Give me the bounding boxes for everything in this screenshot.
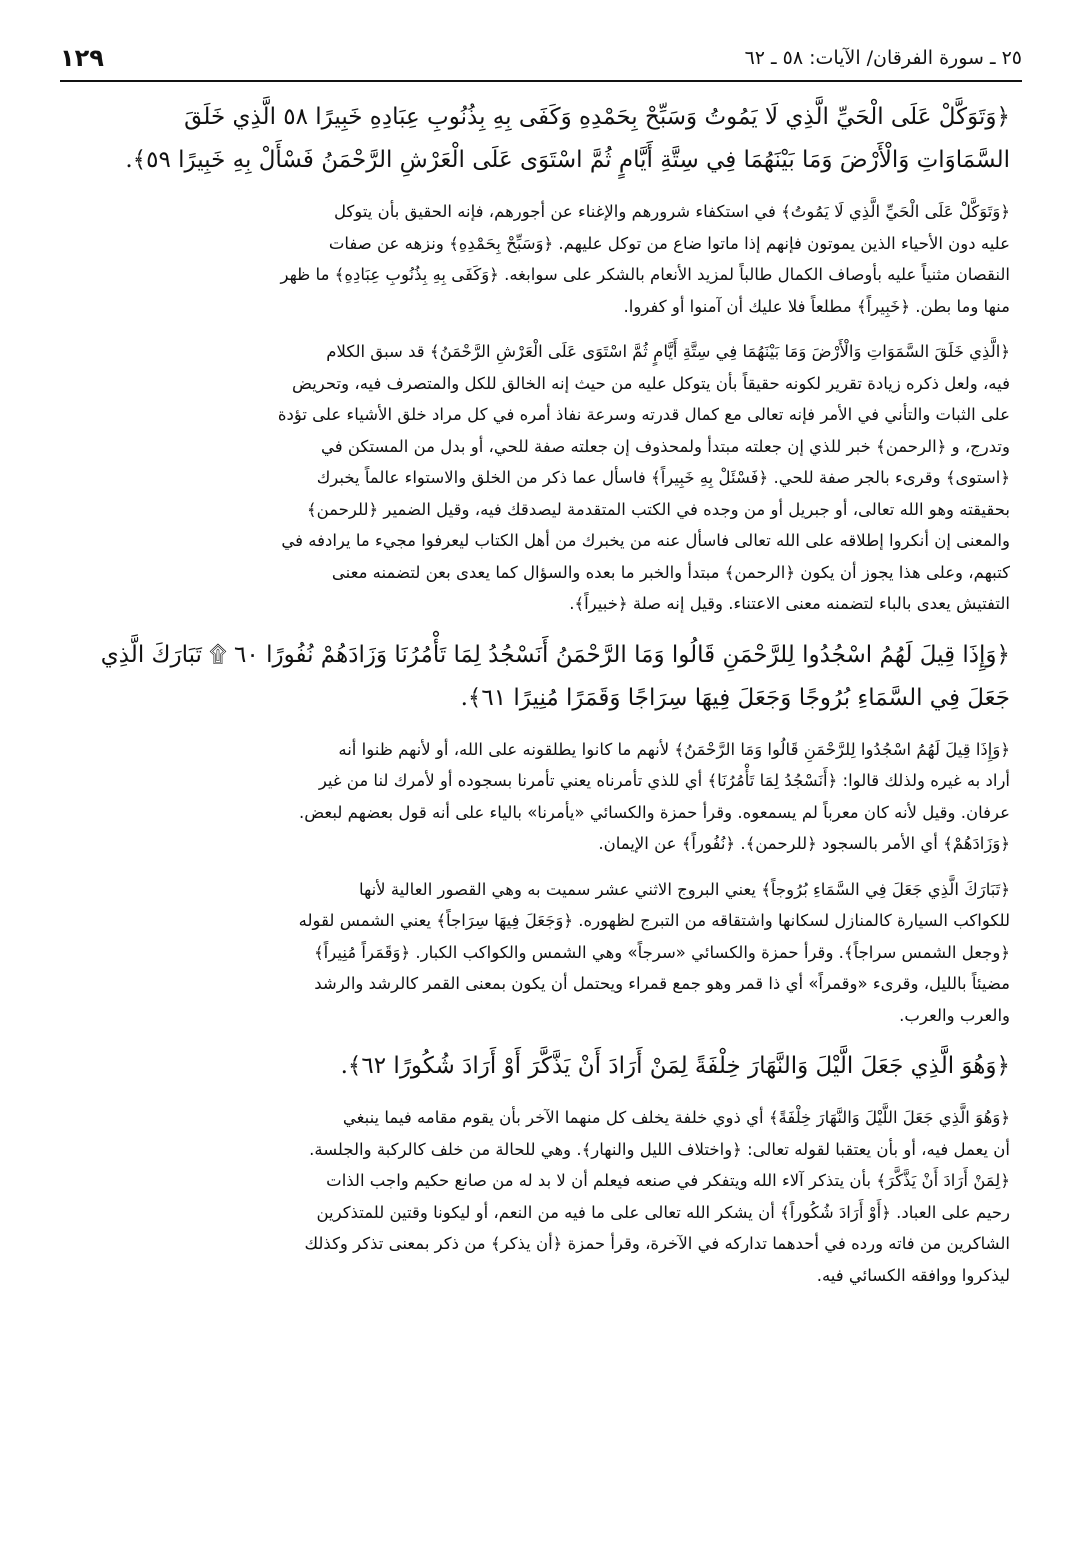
verse-line: ﴿وَإِذَا قِيلَ لَهُمُ اسْجُدُوا لِلرَّحْمَنِ قَالُوا وَمَا الرَّحْمَنُ أَنَسْجُدُ لِمَا تَأْمُرُنَا وَزَادَهُمْ نُفُورًا ٦٠ ۩ تَبَارَكَ الَّذِي bbox=[100, 641, 1010, 668]
verse-line: السَّمَاوَاتِ وَالْأَرْضَ وَمَا بَيْنَهُمَا فِي سِتَّةِ أَيَّامٍ ثُمَّ اسْتَوَى عَلَى الْعَرْشِ الرَّحْمَنُ فَسْأَلْ بِهِ خَبِيرًا ٥٩﴾. bbox=[125, 147, 1010, 173]
verse-line: جَعَلَ فِي السَّمَاءِ بُرُوجًا وَجَعَلَ فِيهَا سِرَاجًا وَقَمَرًا مُنِيرًا ٦١﴾. bbox=[460, 684, 1010, 711]
commentary-line: أن يعمل فيه، أو بأن يعتقبا لقوله تعالى: ﴿واختلاف الليل والنهار﴾. وهي للحالة من خلف كالركبة والجلسة. bbox=[309, 1139, 1010, 1159]
commentary-line: ﴿وَإِذَا قِيلَ لَهُمُ اسْجُدُوا لِلرَّحْمَنِ قَالُوا وَمَا الرَّحْمَنُ﴾ لأنهم ما كانوا يطلقونه على الله، أو لأنهم ظنوا أنه bbox=[338, 739, 1010, 759]
commentary-line: ﴿تَبَارَكَ الَّذِي جَعَلَ فِي السَّمَاءِ بُرُوجاً﴾ يعني البروج الاثني عشر سميت به وهي القصور العالية لأنها bbox=[358, 879, 1010, 899]
commentary-line: ﴿وَزَادَهُمْ﴾ أي الأمر بالسجود ﴿للرحمن﴾. ﴿نُفُوراً﴾ عن الإيمان. bbox=[598, 834, 1010, 853]
commentary-line: أراد به غيره ولذلك قالوا: ﴿أَنَسْجُدُ لِمَا تَأْمُرُنَا﴾ أي للذي تأمرناه يعني تأمرنا بسجوده أو لأمرك لنا من غير bbox=[318, 771, 1010, 790]
commentary-line: التفتيش يعدى بالباء لتضمنه معنى الاعتناء. وقيل إنه صلة ﴿خبيراً﴾. bbox=[569, 594, 1010, 613]
commentary-line: كتبهم، وعلى هذا يجوز أن يكون ﴿الرحمن﴾ مبتدأ والخبر ما بعده والسؤال كما يعدى بعن لتضمنه معنى bbox=[331, 562, 1010, 582]
header-divider bbox=[60, 80, 1022, 82]
commentary-line: ﴿وَهُوَ الَّذِي جَعَلَ اللَّيْلَ وَالنَّهَارَ خِلْفَةً﴾ أي ذوي خلفة يخلف كل منهما الآخر بأن يقوم مقامه فيما ينبغي bbox=[342, 1108, 1010, 1127]
commentary-line: والعرب والعرب. bbox=[899, 1005, 1010, 1025]
commentary-line: بحقيقته وهو الله تعالى، أو جبريل أو من وجده في الكتب المتقدمة ليصدقك فيه، وقيل الضمير ﴿للرحمن﴾ bbox=[306, 499, 1010, 519]
page-header bbox=[60, 38, 1022, 78]
commentary-line: مضيئاً بالليل، وقرىء «وقمراً» أي ذا قمر وهو جمع قمراء ويحتمل أن يكون بمعنى القمر كالرشد والرشد bbox=[314, 974, 1010, 993]
commentary-line: عرفان. وقيل لأنه كان معرباً لم يسمعوه. وقرأ حمزة والكسائي «يأمرنا» بالياء على أنه قول بعضهم لبعض. bbox=[298, 802, 1010, 822]
commentary-line: رحيم على العباد. ﴿أَوْ أَرَادَ شُكُوراً﴾ أن يشكر الله تعالى على ما فيه من النعم، أو ليكونا وقتين للمتذكرين bbox=[316, 1202, 1010, 1222]
page-body bbox=[72, 96, 1010, 1305]
commentary-line: ﴿استوى﴾ وقرىء بالجر صفة للحي. ﴿فَسْئَلْ بِهِ خَبِيراً﴾ فاسأل عما ذكر من الخلق والاستواء عالماً يخبرك bbox=[316, 468, 1010, 487]
commentary-line: فيه، ولعل ذكره زيادة تقرير لكونه حقيقاً بأن يتوكل عليه من حيث إنه الخالق للكل والمتصرف فيه، وتحريض bbox=[292, 373, 1010, 393]
verse-line: ﴿وَهُوَ الَّذِي جَعَلَ الَّيْلَ وَالنَّهَارَ خِلْفَةً لِمَنْ أَرَادَ أَنْ يَذَّكَّرَ أَوْ أَرَادَ شُكُورًا ٦٢﴾. bbox=[340, 1053, 1010, 1079]
commentary-line: الشاكرين من فاته ورده في أحدهما تداركه في الآخرة، وقرأ حمزة ﴿أن يذكر﴾ من ذكر بمعنى تذكر وكذلك bbox=[304, 1234, 1010, 1253]
commentary-paragraph bbox=[72, 196, 1010, 322]
verse-block bbox=[72, 634, 1010, 720]
commentary-line: ﴿وجعل الشمس سراجاً﴾. وقرأ حمزة والكسائي «سرجاً» وهي الشمس والكواكب الكبار. ﴿وَقَمَراً مُنِيراً﴾ bbox=[314, 942, 1010, 962]
running-title: ٢٥ ـ سورة الفرقان/ الآيات: ٥٨ ـ ٦٢ bbox=[744, 47, 1022, 69]
commentary-line: وتدرج، و ﴿الرحمن﴾ خبر للذي إن جعلته مبتدأ ولمحذوف إن جعلته صفة للحي، أو بدل من المستكن في bbox=[320, 436, 1010, 456]
commentary-paragraph bbox=[72, 874, 1010, 1032]
commentary-line: ليذكروا ووافقه الكسائي فيه. bbox=[816, 1265, 1010, 1285]
verse-line: ﴿وَتَوَكَّلْ عَلَى الْحَيِّ الَّذِي لَا يَمُوتُ وَسَبِّحْ بِحَمْدِهِ وَكَفَى بِهِ بِذُنُوبِ عِبَادِهِ خَبِيرًا ٥٨ الَّذِي خَلَقَ bbox=[184, 104, 1010, 130]
commentary-line: النقصان مثنياً عليه بأوصاف الكمال طالباً لمزيد الأنعام بالشكر على سوابغه. ﴿وَكَفَى بِهِ بِذُنُوبِ عِبَادِهِ﴾ ما ظهر bbox=[280, 265, 1010, 284]
commentary-line: ﴿لِمَنْ أَرَادَ أَنْ يَذَّكَّرَ﴾ بأن يتذكر آلاء الله ويتفكر في صنعه فيعلم أن لا بد له من صانع حكيم واجب الذات bbox=[326, 1171, 1010, 1190]
commentary-paragraph bbox=[72, 336, 1010, 620]
page-number: ١٢٩ bbox=[60, 44, 104, 72]
commentary-line: ﴿الَّذِي خَلَقَ السَّمَوَاتِ وَالْأَرْضَ وَمَا بَيْنَهُمَا فِي سِتَّةِ أَيَّامٍ ثُمَّ اسْتَوَى عَلَى الْعَرْشِ الرَّحْمَنُ﴾ قد سبق الكلام bbox=[326, 342, 1010, 361]
commentary-line: عليه دون الأحياء الذين يموتون فإنهم إذا ماتوا ضاع من توكل عليهم. ﴿وَسَبِّحْ بِحَمْدِهِ﴾ ونزهه عن صفات bbox=[328, 233, 1010, 253]
commentary-paragraph bbox=[72, 1102, 1010, 1291]
commentary-line: منها وما بطن. ﴿خَبِيراً﴾ مطلعاً فلا عليك أن آمنوا أو كفروا. bbox=[623, 296, 1010, 316]
commentary-line: والمعنى إن أنكروا إطلاقه على الله تعالى فاسأل عنه من يخبرك من أهل الكتاب ليعرفوا مجيء ما يرادفه في bbox=[281, 531, 1010, 550]
commentary-line: ﴿وَتَوَكَّلْ عَلَى الْحَيِّ الَّذِي لَا يَمُوتُ﴾ في استكفاء شرورهم والإغناء عن أجورهم، فإنه الحقيق بأن يتوكل bbox=[333, 202, 1010, 221]
verse-block bbox=[72, 96, 1010, 182]
commentary-line: للكواكب السيارة كالمنازل لسكانها واشتقاقه من التبرج لظهوره. ﴿وَجَعَلَ فِيهَا سِرَاجاً﴾ يعني الشمس لقوله bbox=[298, 911, 1010, 930]
commentary-line: على الثبات والتأني في الأمر فإنه تعالى مع كمال قدرته وسرعة نفاذ أمره في كل مراد خلق الأشياء على تؤدة bbox=[277, 405, 1010, 424]
verse-block bbox=[72, 1045, 1010, 1088]
commentary-paragraph bbox=[72, 734, 1010, 860]
